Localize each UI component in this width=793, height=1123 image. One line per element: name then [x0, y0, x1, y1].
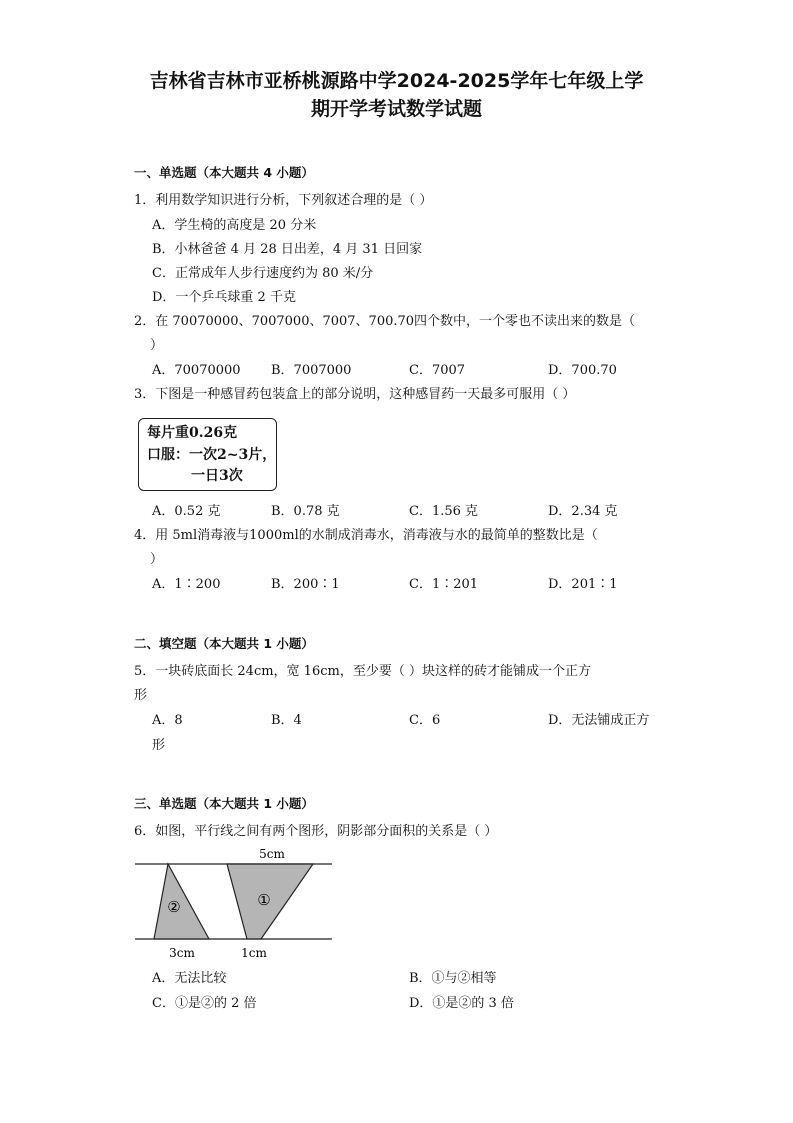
- bottom-right-length-label: 1cm: [241, 946, 267, 960]
- question-5-option-d-continued: 形: [152, 738, 166, 753]
- question-4-option-b: B．200∶1: [271, 577, 340, 592]
- question-5-option-b: B．4: [271, 713, 302, 728]
- question-4-option-a: A．1∶200: [152, 577, 221, 592]
- question-5-option-d: D．无法铺成正方: [548, 713, 650, 728]
- question-2-stem-continued: ）: [150, 338, 164, 353]
- medicine-label-line-2: 口服：一次2~3片，: [147, 447, 277, 463]
- question-3-option-c: C．1.56 克: [409, 504, 479, 519]
- shape-2-triangle: [154, 864, 209, 939]
- medicine-label-line-1: 每片重0.26克: [147, 425, 238, 441]
- question-1-option-c: C．正常成年人步行速度约为 80 米/分: [152, 266, 374, 281]
- top-length-label: 5cm: [259, 847, 285, 861]
- question-5-option-a: A．8: [152, 713, 183, 728]
- question-5-stem: 5．一块砖底面长 24cm，宽 16cm，至少要（ ）块这样的砖才能铺成一个正方: [134, 664, 591, 679]
- bottom-left-length-label: 3cm: [169, 946, 195, 960]
- question-3-option-d: D．2.34 克: [548, 504, 618, 519]
- question-6-option-d: D．①是②的 3 倍: [409, 996, 514, 1011]
- question-1-stem: 1．利用数学知识进行分析，下列叙述合理的是（ ）: [134, 193, 433, 208]
- question-6-option-a: A．无法比较: [152, 971, 227, 986]
- medicine-label-line-3: 一日3次: [191, 468, 243, 484]
- question-4-stem: 4．用 5ml消毒液与1000ml的水制成消毒水，消毒液与水的最简单的整数比是（: [134, 528, 598, 543]
- question-1-option-b: B．小林爸爸 4 月 28 日出差，4 月 31 日回家: [152, 242, 423, 257]
- parallel-lines-figure: [130, 845, 340, 965]
- question-1-option-d: D．一个乒乓球重 2 千克: [152, 290, 296, 305]
- question-4-option-d: D．201∶1: [548, 577, 618, 592]
- question-2-option-a: A．70070000: [152, 363, 241, 378]
- question-1-option-a: A．学生椅的高度是 20 分米: [152, 218, 317, 233]
- question-3-option-a: A．0.52 克: [152, 504, 221, 519]
- question-6-stem: 6．如图，平行线之间有两个图形，阴影部分面积的关系是（ ）: [134, 824, 498, 839]
- shape-1-label: ①: [257, 891, 271, 909]
- shape-2-label: ②: [167, 898, 181, 916]
- question-2-option-d: D．700.70: [548, 363, 617, 378]
- question-4-option-c: C．1∶201: [409, 577, 479, 592]
- question-2-stem: 2．在 70070000、7007000、7007、700.70四个数中，一个零也不读出来的数是（: [134, 314, 636, 329]
- page-title-line-2: 期开学考试数学试题: [310, 98, 482, 120]
- question-3-option-b: B．0.78 克: [271, 504, 340, 519]
- page-title-line-1: 吉林省吉林市亚桥桃源路中学2024-2025学年七年级上学: [149, 70, 644, 92]
- question-6-option-c: C．①是②的 2 倍: [152, 996, 257, 1011]
- question-5-option-c: C．6: [409, 713, 441, 728]
- question-2-option-b: B．7007000: [271, 363, 352, 378]
- question-4-stem-continued: ）: [150, 552, 164, 567]
- medicine-label-box: [138, 418, 277, 491]
- question-6-option-b: B．①与②相等: [409, 971, 497, 986]
- question-5-stem-continued: 形: [134, 688, 148, 703]
- question-2-option-c: C．7007: [409, 363, 466, 378]
- question-3-stem: 3．下图是一种感冒药包装盒上的部分说明，这种感冒药一天最多可服用（ ）: [134, 387, 576, 402]
- section-heading-1: 一、单选题（本大题共 4 小题）: [134, 165, 314, 180]
- section-heading-2: 二、填空题（本大题共 1 小题）: [134, 636, 314, 651]
- section-heading-3: 三、单选题（本大题共 1 小题）: [134, 796, 314, 811]
